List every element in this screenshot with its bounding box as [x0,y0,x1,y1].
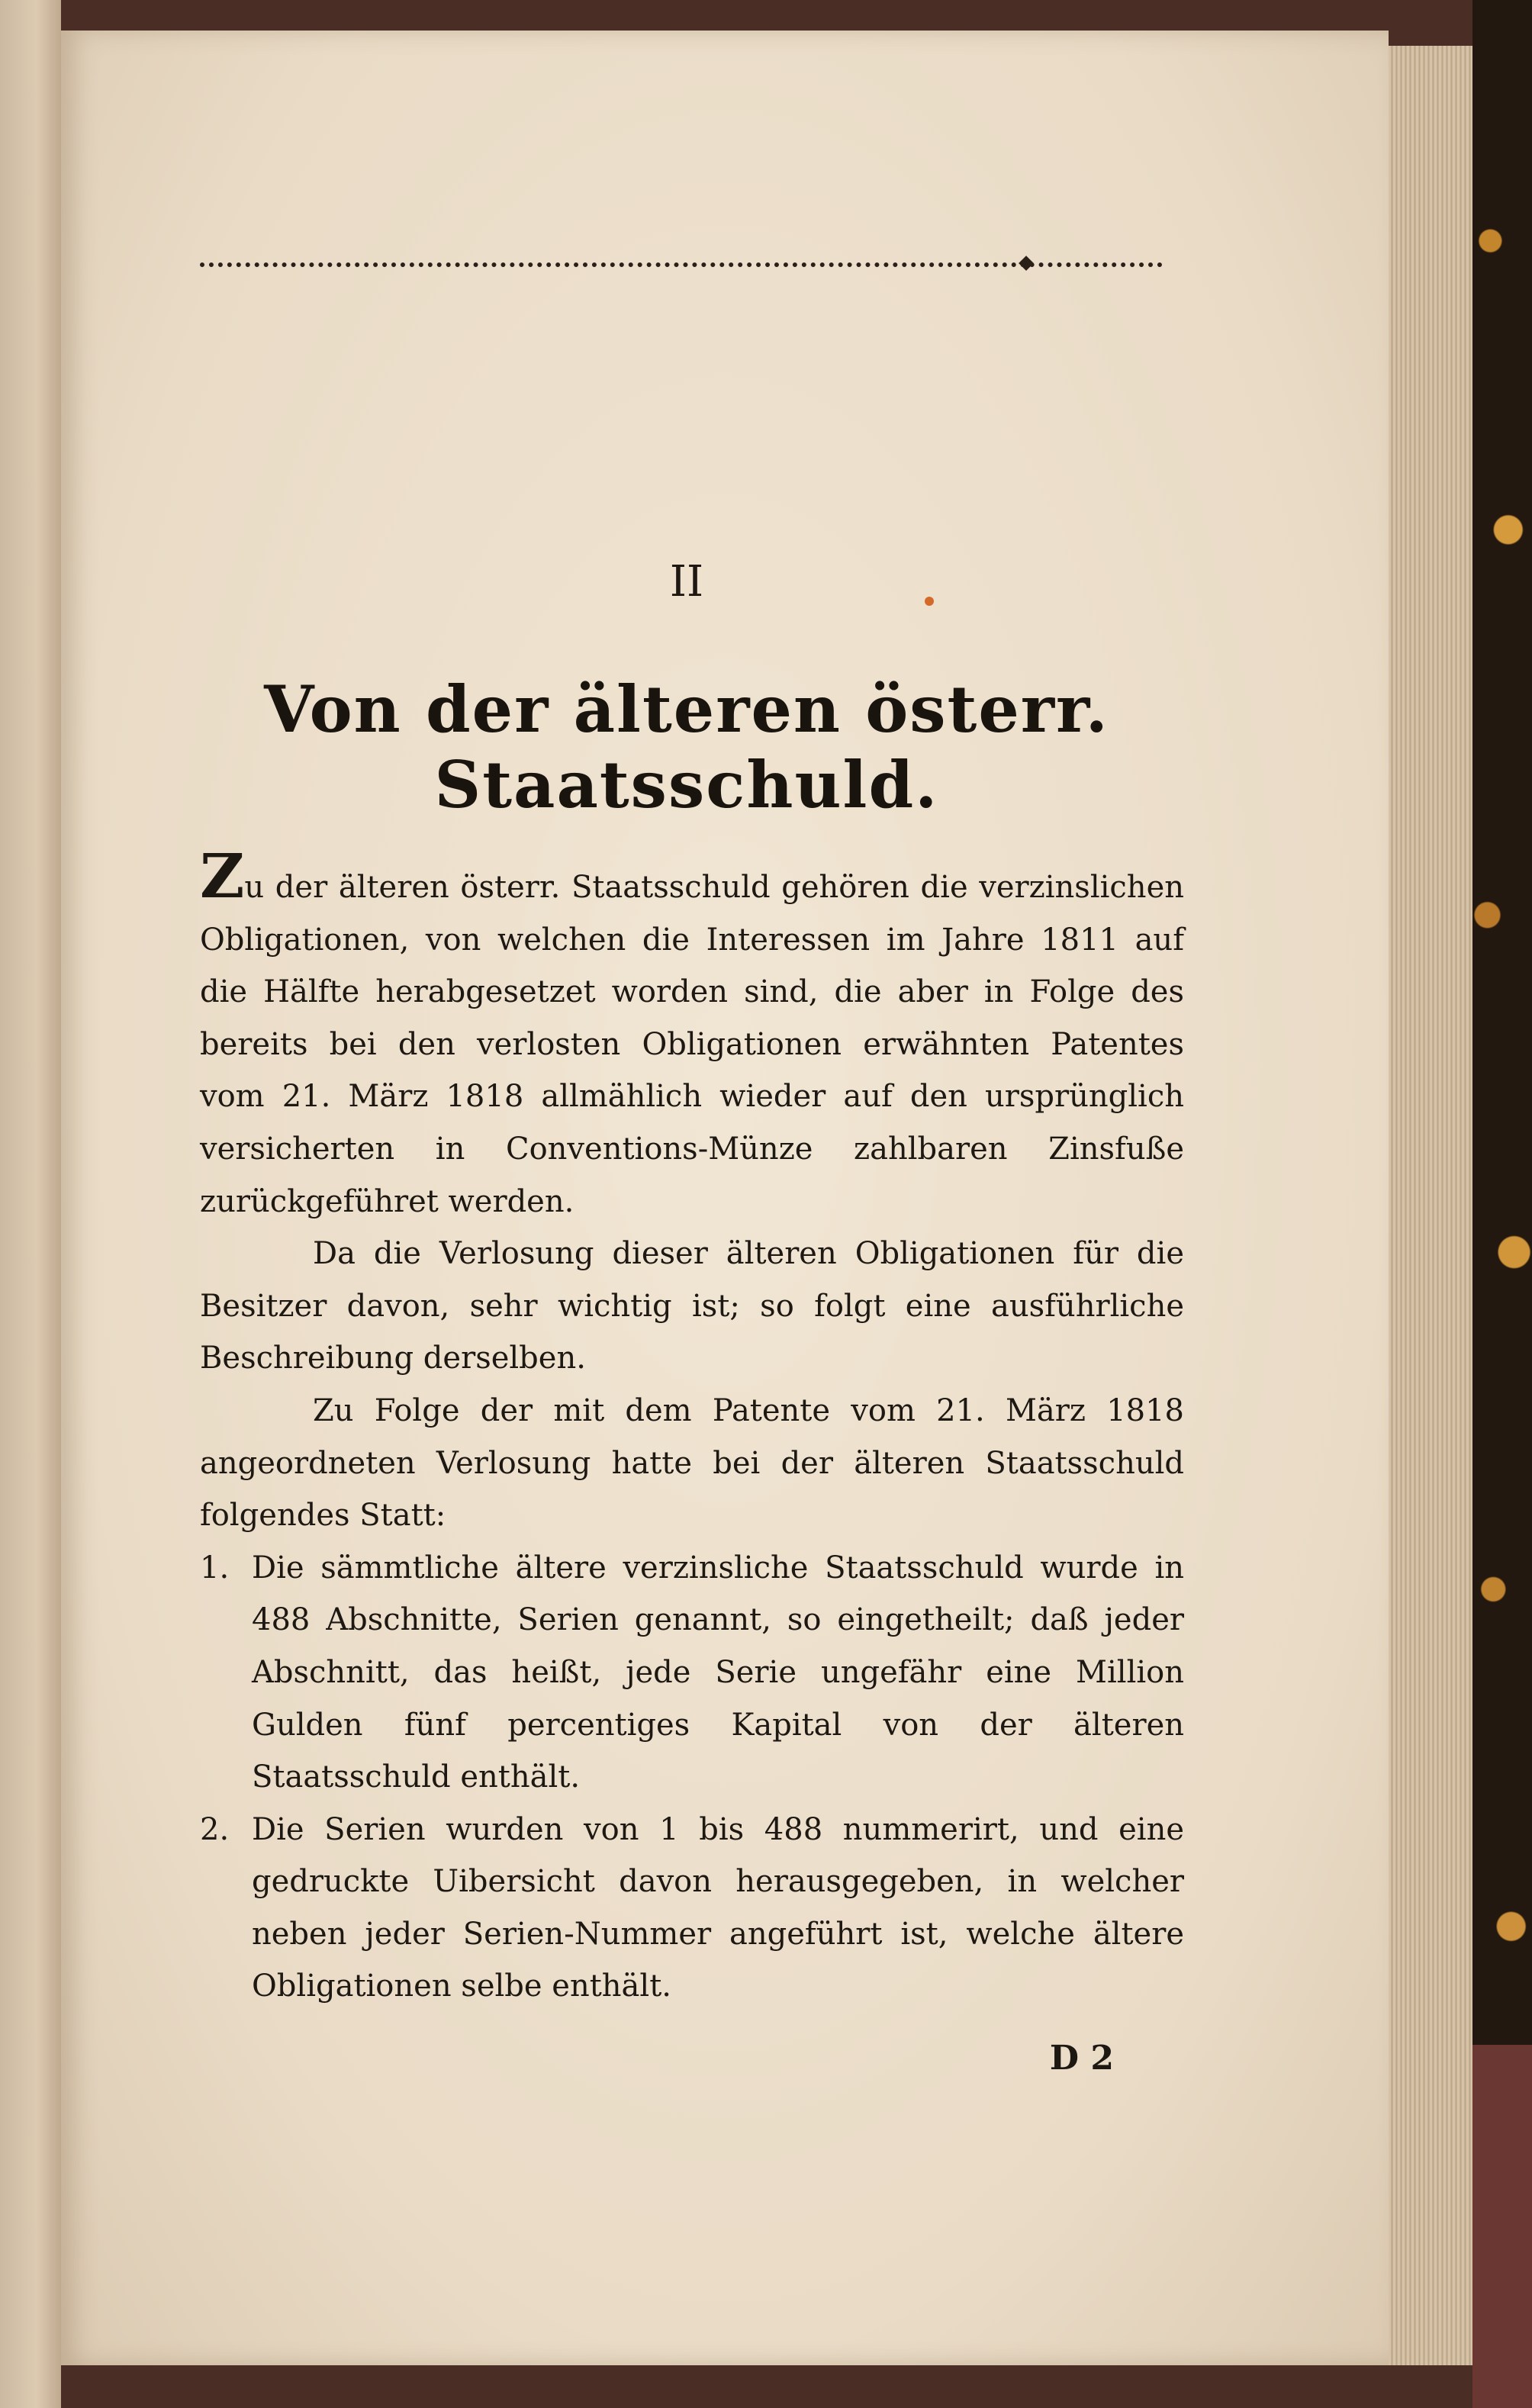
dropcap: Z [200,840,245,912]
paragraph-text: u der älteren österr. Staatsschuld gehören die verzinslichen Obligationen, von welchen die Interessen im Jahre 1811 auf die Hälfte herabgesetzet worden sind, die aber in Folge des bereits bei den verlosten Obligationen erwähnten Patentes vom 21. März 1818 allmählich wieder auf den ursprünglich versicherten in Conventions-Münze zahlbaren Zinsfuße zurückgeführet werden. [200,870,1184,1219]
book-board-bottom [1472,2045,1532,2408]
page-fore-edge [1389,46,1472,2365]
list-item-text: Die sämmtliche ältere verzinsliche Staatsschuld wurde in 488 Abschnitte, Serien genannt, so eingetheilt; daß jeder Abschnitt, das heißt, jede Serie ungefähr eine Million Gulden fünf percentiges Kapital von der älteren Staatsschuld enthält. [252,1550,1184,1795]
section-number: II [669,557,704,607]
paragraph-3: Zu Folge der mit dem Patente vom 21. März 1818 angeordneten Verlosung hatte bei der älteren Staatsschuld folgendes Statt: [200,1392,1184,1534]
list-item [200,1804,1184,2013]
signature-mark: D 2 [1049,2039,1114,2078]
chapter-title: Von der älteren österr. Staatsschuld. [264,671,1109,823]
list-item-text: Die Serien wurden von 1 bis 488 nummerirt, und eine gedruckte Uibersicht davon herausgegeben, in welcher neben jeder Serien-Nummer angeführt ist, welche ältere Obligationen selbe enthält. [252,1811,1184,2004]
list-item-number: 2. [200,1811,230,1847]
paragraph-2: Da die Verlosung dieser älteren Obligationen für die Besitzer davon, sehr wichtig ist; so folgt eine ausführliche Beschreibung derselben. [200,1236,1184,1376]
body-text [200,840,1184,2013]
ornamental-rule [200,262,1163,273]
paragraph-1 [200,840,1184,1228]
numbered-list [200,1542,1184,2013]
ink-spot [925,597,934,606]
list-item [200,1542,1184,1804]
left-facing-page-edge [0,0,61,2408]
list-item-number: 1. [200,1550,230,1585]
